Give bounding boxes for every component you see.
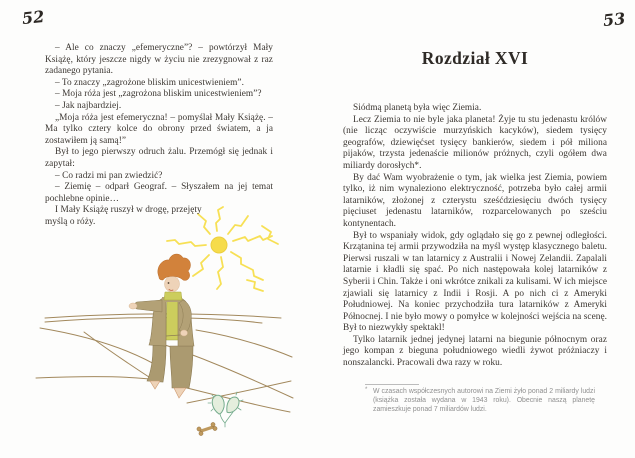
right-page-column xyxy=(343,46,607,370)
left-page-text xyxy=(45,43,273,229)
paragraph: – Ziemię – odparł Geograf. – Słyszałem na jej temat pochlebne opinie… xyxy=(45,182,273,204)
eye xyxy=(168,282,170,284)
hand-left xyxy=(129,303,137,309)
paragraph: I Mały Książę ruszył w drogę, przejęty myślą o róży. xyxy=(45,205,202,227)
hair xyxy=(158,254,191,280)
right-page-text xyxy=(343,103,607,370)
arm-left xyxy=(135,300,162,312)
chapter-title: Rozdział XVI xyxy=(421,48,529,68)
foot xyxy=(174,388,186,398)
paragraph: Tylko latarnik jednej jedynej latarni na biegunie północnym oraz jego kompan z bieguna południowego wiedli żywot próżniaczy i nonszalancki. Pracowali dwa razy w roku. xyxy=(343,334,607,369)
paragraph: Siódmą planetą była więc Ziemia. xyxy=(353,103,482,113)
paragraph: Był to wspaniały widok, gdy oglądało się go z pewnej odległości. Krzątanina tej armii przywodziła na myśl występ klasycznego baletu. Pierwsi ruszali w tan latarnicy z Australii i Nowej Zelandii. Zapalali latarnie i kładli się spać. Po nich następowała kolej latarników z Syberii i Chin. Także i oni wkrótce znikali za kulisami. W ich miejsce zjawiali się latarnicy z Indii i Rosji. A po nich ci z Ameryki Południowej. Na koniec przychodziła tura latarników z Ameryki Północnej. I nie było mowy o pomyłce w kolejności wejścia na scenę. Był to niezwykły spektakl! xyxy=(343,230,607,334)
paragraph: – To znaczy „zagrożone bliskim unicestwieniem”. xyxy=(55,77,244,88)
paragraph: „Moja róża jest efemeryczna! – pomyślał Mały Książę. – Ma tylko cztery kolce do obrony przed światem, a ja zostawiłem ją samą!” xyxy=(45,112,273,146)
sun-disc xyxy=(211,237,227,253)
face xyxy=(165,276,180,292)
page-right xyxy=(317,0,635,458)
paragraph: – Ale co znaczy „efemeryczne”? – powtórzył Mały Książę, który jeszcze nigdy w życiu nie zrezygnował z raz zadanego pytania. xyxy=(45,43,273,77)
little-prince-figure xyxy=(129,254,194,398)
footnote-divider xyxy=(365,384,419,385)
footnote-marker: * xyxy=(365,387,368,393)
footnote-text: W czasach współczesnych autorowi na Ziemi żyło ponad 2 miliardy ludzi (książka została wydana w 1943 roku). Obecnie naszą planetę zamieszkuje ponad 7 miliardów ludzi. xyxy=(373,388,595,413)
foot xyxy=(150,381,160,389)
bone xyxy=(197,422,217,435)
footnote xyxy=(343,384,595,414)
scarf xyxy=(164,292,182,300)
paragraph: – Moja róża jest „zagrożona bliskim unicestwieniem”? xyxy=(55,89,262,100)
paragraph: – Jak najbardziej. xyxy=(55,100,122,111)
page-number-left: 52 xyxy=(21,6,46,29)
paragraph: – Co radzi mi pan zwiedzić? xyxy=(55,170,163,181)
hand-right xyxy=(181,330,188,336)
paragraph: Lecz Ziemia to nie byle jaka planeta! Żyje tu stu jedenastu królów (nie licząc oczywiście murzyńskich kacyków), siedem tysięcy geografów, dziewięćset tysięcy bankierów, siedem i pół miliona pijaków, trzysta jedenaście milionów próżnych, czyli ogółem dwa miliardy dorosłych*. xyxy=(343,114,607,171)
paragraph: By dać Wam wyobrażenie o tym, jak wielka jest Ziemia, powiem tylko, iż nim wynaleziono elektryczność, potrzeba było całej armii latarników, złożonej z czterystu sześćdziesięciu dwóch tysięcy pięciuset jedenastu latarników, rozparcelowanych po sześciu kontynentach. xyxy=(343,172,607,229)
page-number-right: 53 xyxy=(602,8,627,31)
trousers xyxy=(170,346,193,388)
trousers xyxy=(147,345,166,382)
page-left xyxy=(0,0,317,458)
paragraph: Był to jego pierwszy odruch żalu. Przemógł się jednak i zapytał: xyxy=(45,147,273,169)
